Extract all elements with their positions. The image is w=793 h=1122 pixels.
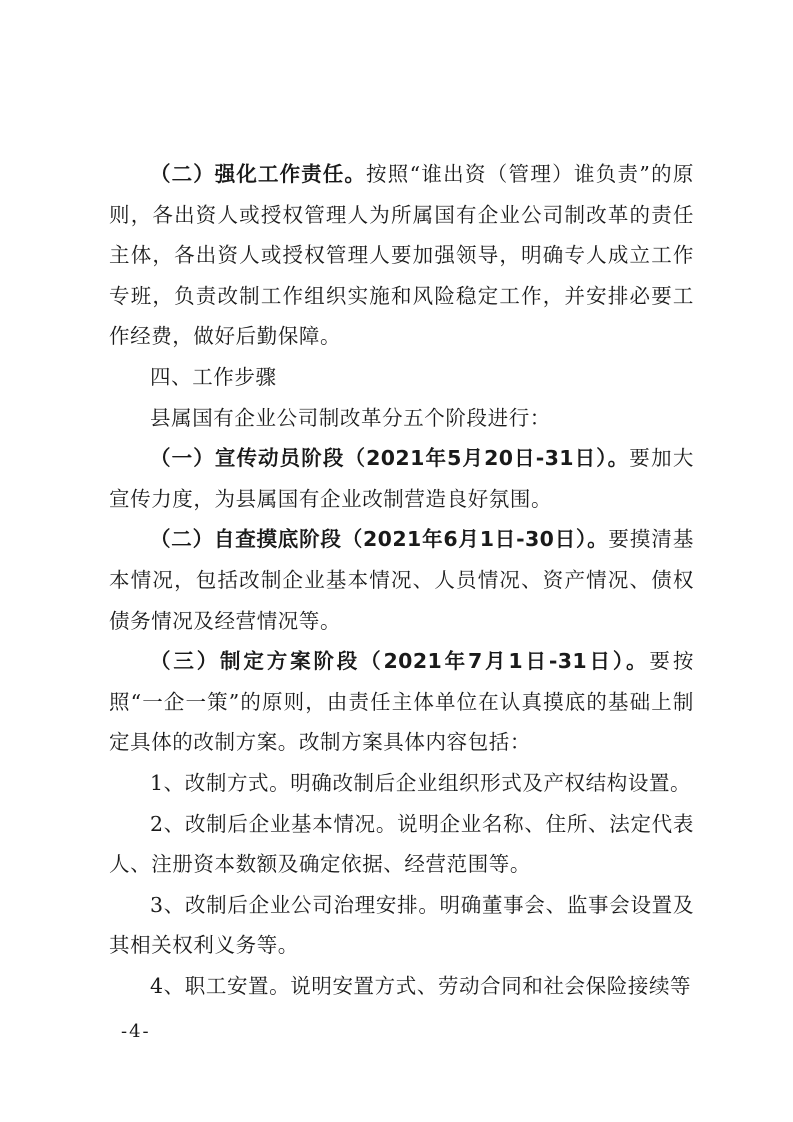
paragraph-text: 3、改制后企业公司治理安排。明确董事会、监事会设置及其相关权利义务等。 [109,892,694,958]
document-body [109,154,694,1006]
paragraph-text: 要加大宣传力度，为县属国有企业改制营造良好氛围。 [109,446,694,511]
paragraph-text: 4、职工安置。说明安置方式、劳动合同和社会保险接续等 [150,973,692,998]
heading-stage-publicity: （一）宣传动员阶段（2021年5月20日-31日）。 [150,446,630,471]
heading-stage-self-check: （二）自查摸底阶段（2021年6月1日-30日）。 [150,527,609,552]
paragraph-stage-plan [109,641,694,763]
page-number: -4- [121,1021,151,1042]
heading-strengthen-responsibility: （二）强化工作责任。 [150,162,366,186]
section-heading-work-steps [109,357,694,398]
paragraph-text: 四、工作步骤 [150,364,277,389]
paragraph-text: 按照“谁出资（管理）谁负责”的原则，各出资人或授权管理人为所属国有企业公司制改革的责任主体，各出资人或授权管理人要加强领导，明确专人成立工作专班，负责改制工作组织实施和风险稳定工作，并安排必要工作经费，做好后勤保障。 [109,162,695,349]
paragraph-text: 2、改制后企业基本情况。说明企业名称、住所、法定代表人、注册资本数额及确定依据、经营范围等。 [109,811,694,877]
list-item-restructure-method [109,763,694,804]
heading-stage-plan: （三）制定方案阶段（2021年7月1日-31日）。 [150,649,650,674]
paragraph-stage-publicity [109,438,694,519]
paragraph-responsibility [109,154,694,357]
paragraph-stage-self-check [109,519,694,641]
paragraph-five-stages [109,398,694,439]
paragraph-text: 县属国有企业公司制改革分五个阶段进行： [150,405,551,430]
paragraph-text: 要摸清基本情况，包括改制企业基本情况、人员情况、资产情况、债权债务情况及经营情况等。 [109,527,694,633]
paragraph-text: 1、改制方式。明确改制后企业组织形式及产权结构设置。 [150,770,692,795]
paragraph-text: 要按照“一企一策”的原则，由责任主体单位在认真摸底的基础上制定具体的改制方案。改制方案具体内容包括： [109,649,694,755]
list-item-enterprise-info [109,804,694,885]
list-item-governance [109,885,694,966]
list-item-staff-placement [109,966,694,1007]
